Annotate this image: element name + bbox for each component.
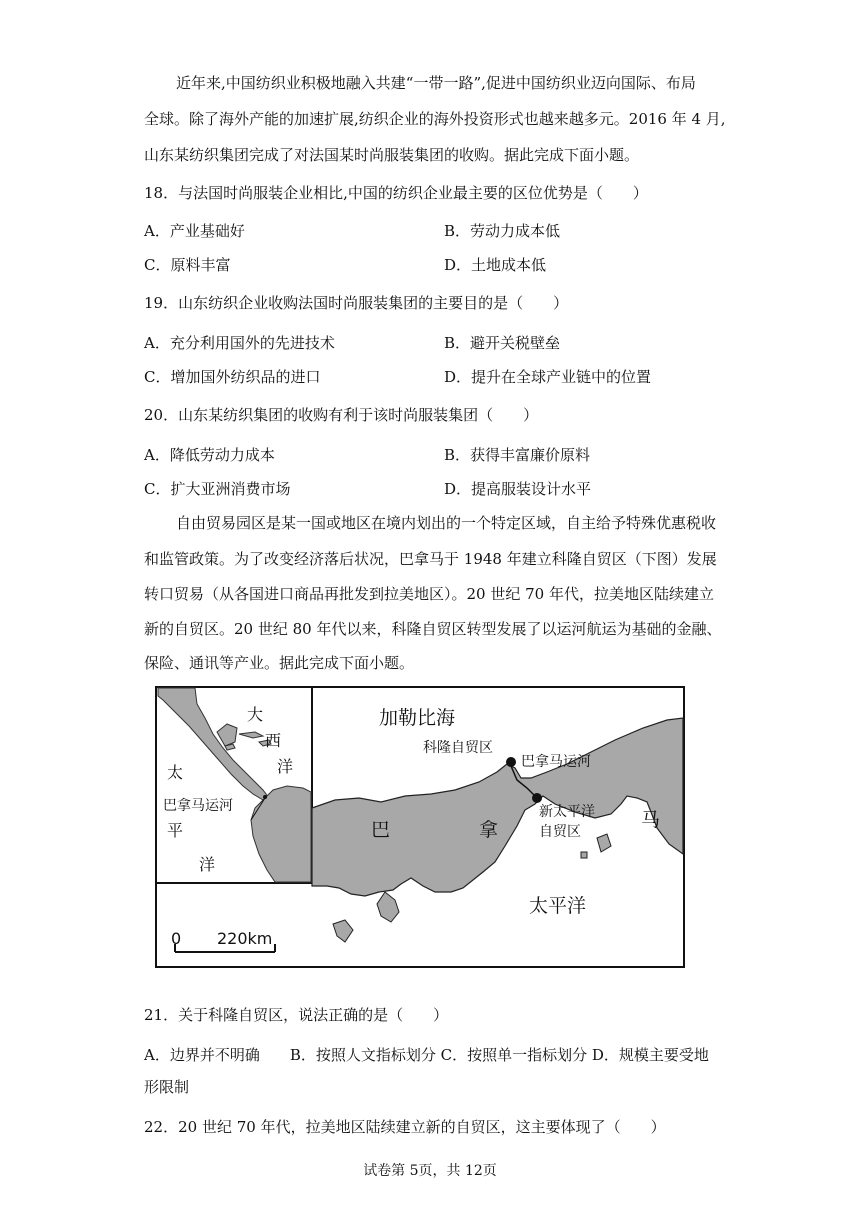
question-21-options: A．边界并不明确 B．按照人文指标划分 C．按照单一指标划分 D．规模主要受地 [144, 1046, 709, 1064]
label-caribbean-sea: 加勒比海 [379, 707, 456, 729]
question-19-option-c: C．增加国外纺织品的进口 [144, 368, 321, 386]
label-country-1: 巴 [371, 819, 391, 841]
label-new-pacific-2: 自贸区 [539, 824, 581, 840]
passage-2-line-4: 新的自贸区。20 世纪 80 年代以来，科隆自贸区转型发展了以运河航运为基础的金融、 [144, 620, 722, 638]
question-19-option-a: A．充分利用国外的先进技术 [144, 334, 335, 352]
label-new-pacific-1: 新太平洋 [539, 804, 595, 820]
passage-2-line-5: 保险、通讯等产业。据此完成下面小题。 [144, 654, 415, 672]
question-19-option-b: B．避开关税壁垒 [444, 334, 561, 352]
inset-label-atlantic-3: 洋 [277, 757, 294, 776]
inset-label-canal: 巴拿马运河 [163, 798, 233, 814]
question-18-option-d: D．土地成本低 [444, 256, 547, 274]
label-country-3: 马 [641, 809, 661, 831]
question-22-stem: 22．20 世纪 70 年代，拉美地区陆续建立新的自贸区，这主要体现了（ ） [144, 1118, 666, 1136]
question-21-stem: 21．关于科隆自贸区，说法正确的是（ ） [144, 1006, 449, 1024]
question-20-option-c: C．扩大亚洲消费市场 [144, 480, 291, 498]
page-footer: 试卷第 5页，共 12页 [363, 1163, 497, 1179]
label-colon-free-zone: 科隆自贸区 [423, 740, 493, 756]
question-18-option-a: A．产业基础好 [144, 222, 245, 240]
question-19-stem: 19．山东纺织企业收购法国时尚服装集团的主要目的是（ ） [144, 294, 569, 312]
question-18-option-b: B．劳动力成本低 [444, 222, 561, 240]
passage-2-line-3: 转口贸易（从各国进口商品再批发到拉美地区）。20 世纪 70 年代，拉美地区陆续建立 [144, 585, 714, 603]
question-18-option-c: C．原料丰富 [144, 256, 231, 274]
passage-2-line-2: 和监管政策。为了改变经济落后状况，巴拿马于 1948 年建立科隆自贸区（下图）发展 [144, 550, 717, 568]
colon-free-zone-marker [506, 757, 516, 767]
question-20-option-d: D．提高服装设计水平 [444, 480, 592, 498]
passage-1-line-1: 近年来,中国纺织业积极地融入共建“一带一路”,促进中国纺织业迈向国际、布局 [176, 74, 696, 92]
label-country-2: 拿 [479, 819, 499, 841]
inset-label-atlantic-2: 西 [265, 731, 282, 750]
label-panama-canal: 巴拿马运河 [521, 754, 591, 770]
inset-label-atlantic-1: 大 [247, 705, 264, 724]
panama-map [155, 686, 685, 968]
question-18-stem: 18．与法国时尚服装企业相比,中国的纺织企业最主要的区位优势是（ ） [144, 184, 648, 202]
passage-2-line-1: 自由贸易园区是某一国或地区在境内划出的一个特定区域，自主给予特殊优惠税收 [176, 514, 717, 532]
inset-label-pacific-2: 平 [167, 821, 184, 840]
passage-1-line-3: 山东某纺织集团完成了对法国某时尚服装集团的收购。据此完成下面小题。 [144, 146, 640, 164]
question-20-stem: 20．山东某纺织集团的收购有利于该时尚服装集团（ ） [144, 406, 539, 424]
inset-canal-marker [263, 795, 267, 799]
question-20-option-a: A．降低劳动力成本 [144, 446, 275, 464]
inset-label-pacific-3: 洋 [199, 855, 216, 874]
scale-label-zero: 0 [171, 929, 182, 948]
question-21-options-wrap: 形限制 [144, 1078, 190, 1096]
label-pacific-ocean: 太平洋 [529, 895, 587, 917]
question-19-option-d: D．提升在全球产业链中的位置 [444, 368, 652, 386]
passage-1-line-2: 全球。除了海外产能的加速扩展,纺织企业的海外投资形式也越来越多元。2016 年 4 月, [144, 110, 726, 128]
inset-label-pacific-1: 太 [167, 763, 184, 782]
scale-label-value: 220km [217, 929, 273, 948]
small-island [581, 852, 587, 858]
question-20-option-b: B．获得丰富廉价原料 [444, 446, 591, 464]
